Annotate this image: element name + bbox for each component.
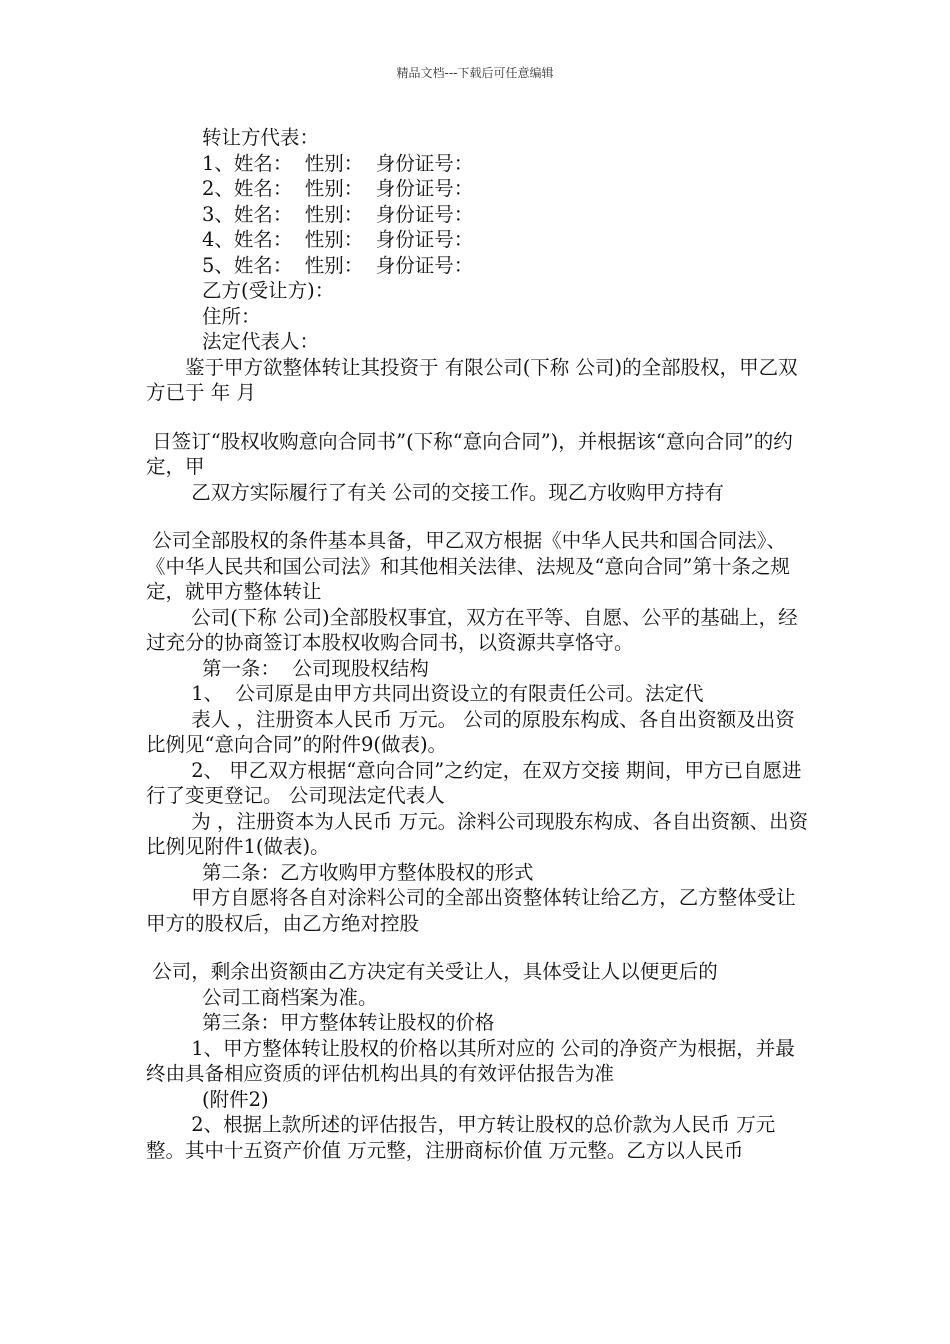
paragraph: 为 ，注册资本为人民币 万元。涂料公司现股东构成、各自出资额、出资比例见附件1(做表)。 [146, 809, 809, 858]
paragraph: 日签订“股权收购意向合同书”(下称“意向合同”)，并根据该“意向合同”的约定，甲 [146, 429, 793, 478]
paragraph: 1、甲方整体转让股权的价格以其所对应的 公司的净资产为根据，并最终由具备相应资质的评估机构出具的有效评估报告为准 [146, 1036, 795, 1085]
paragraph: 2、 甲乙双方根据“意向合同”之约定，在双方交接 期间，甲方已自愿进行了变更登记。 公司现法定代表人 [146, 758, 802, 807]
paragraph: 5、姓名： 性别： 身份证号： [202, 253, 474, 277]
paragraph: 3、姓名： 性别： 身份证号： [202, 202, 474, 226]
paragraph: 公司工商档案为准。 [202, 985, 378, 1009]
paragraph: 甲方自愿将各自对涂料公司的全部出资整体转让给乙方，乙方整体受让甲方的股权后，由乙方绝对控股 [146, 886, 796, 935]
paragraph: 乙方(受让方)： [202, 279, 335, 302]
paragraph: 公司，剩余出资额由乙方决定有关受让人，具体受让人以便更后的 [146, 960, 718, 983]
paragraph: 鉴于甲方欲整体转让其投资于 有限公司(下称 公司)的全部股权，甲乙双方已于 年 月 [146, 355, 798, 404]
paragraph: 公司全部股权的条件基本具备，甲乙双方根据《中华人民共和国合同法》、《中华人民共和国公司法》和其他相关法律、法规及“意向合同”第十条之规定，就甲方整体转让 [146, 529, 790, 603]
paragraph: 第一条： 公司现股权结构 [202, 656, 429, 680]
paragraph: 1、姓名： 性别： 身份证号： [202, 151, 474, 175]
paragraph: (附件2) [202, 1087, 269, 1111]
paragraph: 表人 ，注册资本人民币 万元。 公司的原股东构成、各自出资额及出资比例见“意向合同”的附件9(做表)。 [146, 707, 795, 756]
paragraph: 住所： [202, 304, 261, 328]
paragraph: 转让方代表： [202, 126, 320, 149]
paragraph: 1、 公司原是由甲方共同出资设立的有限责任公司。法定代 [146, 682, 704, 705]
document-body [146, 125, 810, 1163]
paragraph: 乙双方实际履行了有关 公司的交接工作。现乙方收购甲方持有 [146, 480, 724, 504]
paragraph: 2、姓名： 性别： 身份证号： [202, 177, 474, 200]
paragraph: 法定代表人： [202, 330, 320, 353]
paragraph: 2、根据上款所述的评估报告，甲方转让股权的总价款为人民币 万元整。其中十五资产价值 万元整，注册商标价值 万元整。乙方以人民币 [146, 1113, 776, 1162]
paragraph: 4、姓名： 性别： 身份证号： [202, 228, 474, 251]
paragraph: 第二条：乙方收购甲方整体股权的形式 [202, 860, 534, 884]
paragraph: 公司(下称 公司)全部股权事宜，双方在平等、自愿、公平的基础上，经过充分的协商签订本股权收购合同书，以资源共享恪守。 [146, 605, 798, 654]
page-header: 精品文档---下载后可任意编辑 [396, 66, 554, 80]
paragraph: 第三条：甲方整体转让股权的价格 [202, 1011, 495, 1034]
